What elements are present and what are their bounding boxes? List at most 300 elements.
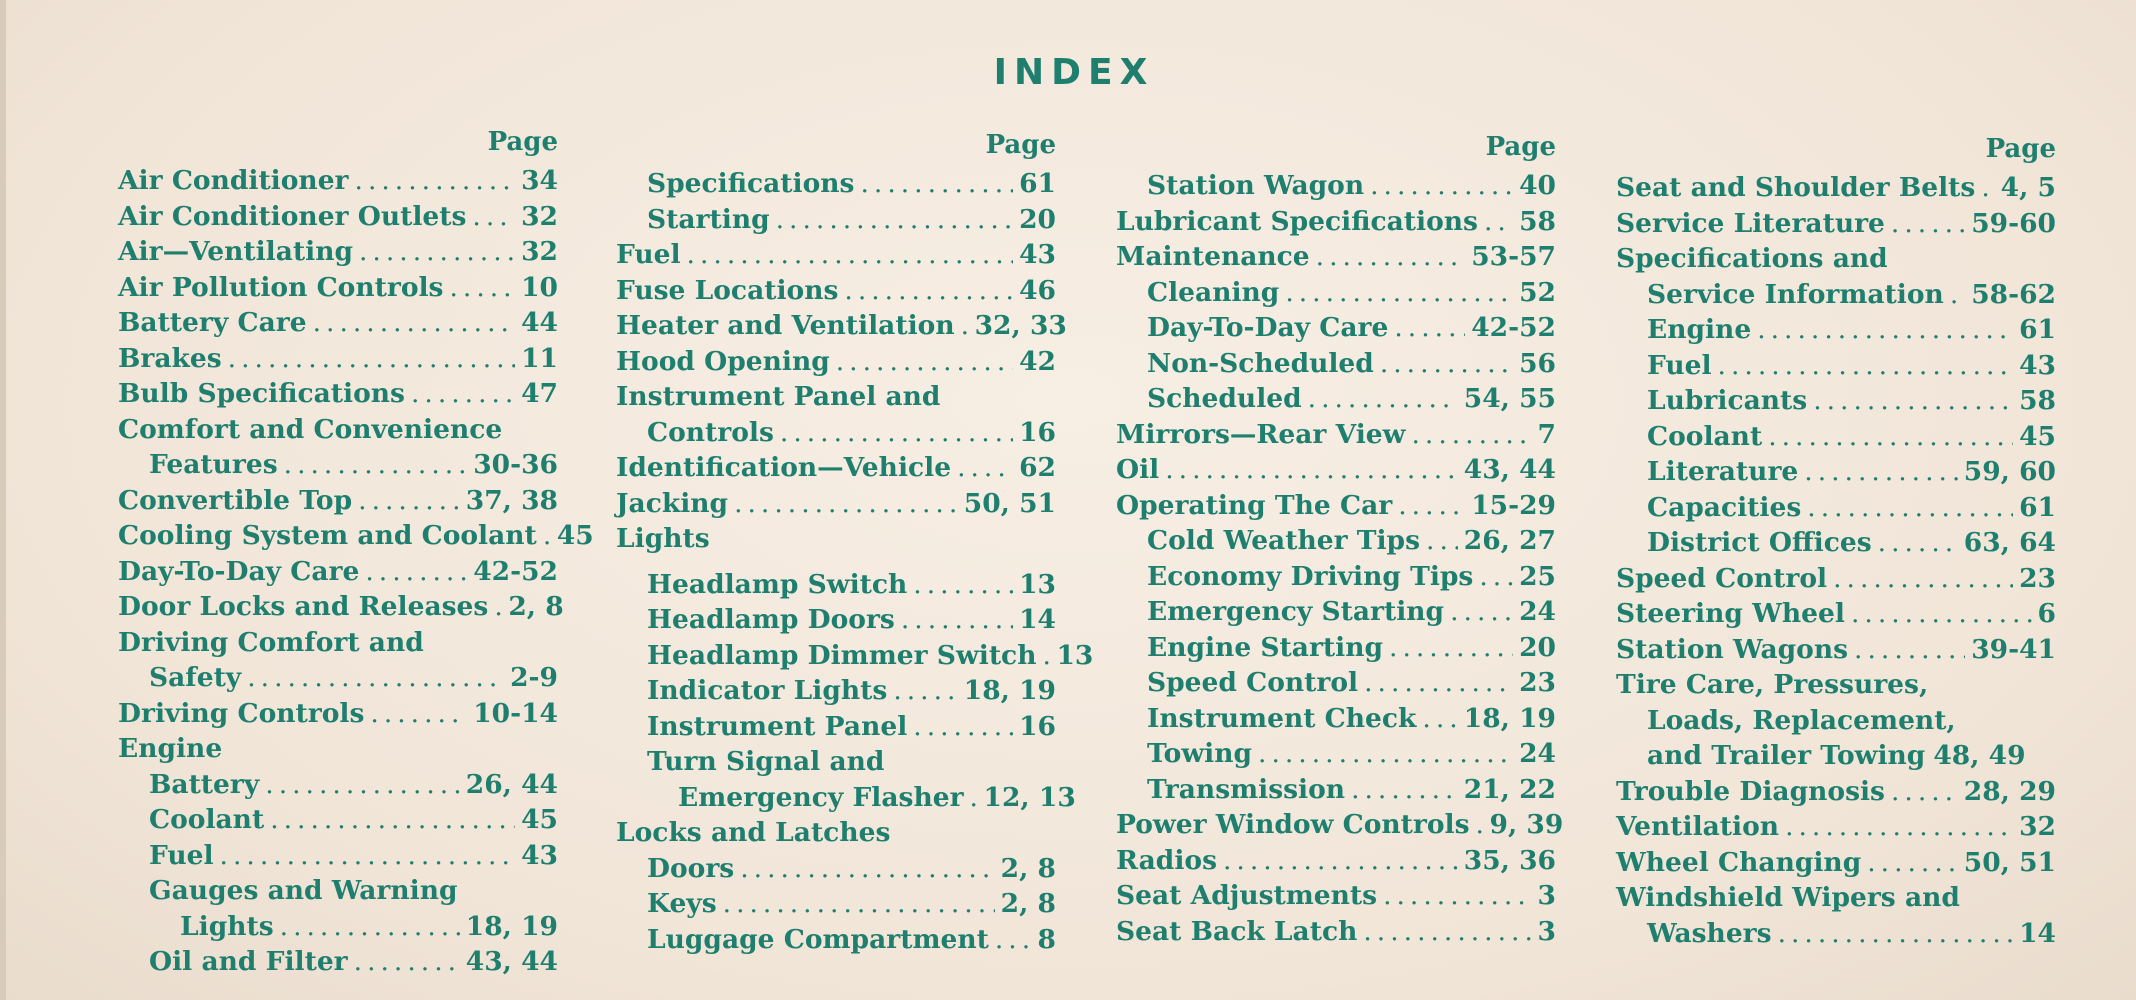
index-entry [1116,452,1556,488]
column-header: Page [487,127,558,157]
index-entry [1616,845,2056,881]
entry-page: 2, 8 [1000,852,1056,884]
entry-page: 21, 22 [1463,773,1556,805]
entry-label: Fuse Locations [616,274,839,306]
dot-leader [734,486,958,522]
entry-page: 10-14 [473,697,558,729]
entry-label: Turn Signal and [647,746,885,777]
entry-page: 48, 49 [1933,740,2026,771]
dot-leader [860,166,1013,202]
entry-page: 43 [521,839,558,871]
dot-leader [836,344,1013,380]
dot-leader [1833,561,2013,597]
entry-label: Battery Care [118,307,307,338]
index-entry [1616,454,2056,490]
index-entry [118,270,558,306]
index-column-1 [118,125,594,980]
entry-label: Air Pollution Controls [118,271,444,303]
entry-label: Oil [1116,454,1160,485]
entry-page: 26, 27 [1463,525,1556,556]
index-entry [616,815,1056,851]
entry-label: Speed Control [1147,667,1359,698]
entry-page: 44 [521,307,558,338]
entry-label: Safety [149,662,242,693]
index-entry [616,379,1056,415]
entry-label: Service Literature [1616,207,1885,239]
dot-leader [1380,346,1513,382]
dot-leader [1450,594,1513,630]
index-entry [616,673,1056,709]
index-entry [616,273,1056,309]
index-entry [1616,241,2056,277]
index-entry [1616,596,2056,632]
entry-label: Luggage Compartment [647,923,989,955]
index-entry [1116,559,1556,595]
dot-leader [1223,843,1458,879]
entry-page: 43 [1019,239,1056,270]
dot-leader [1316,239,1466,275]
dot-leader [1476,807,1484,843]
index-entry [118,625,558,661]
entry-label: Windshield Wipers and [1616,882,1960,913]
entry-label: Steering Wheel [1616,598,1845,629]
entry-page: 54, 55 [1463,383,1556,414]
entry-page: 20 [1519,631,1556,663]
entry-page: 40 [1519,170,1556,201]
index-column-4 [1616,132,2056,951]
entry-label: Non-Scheduled [1147,347,1374,379]
entry-label: Jacking [616,487,729,519]
dot-leader [901,602,1013,638]
entry-label: Ventilation [1616,811,1780,842]
index-entry [118,554,558,590]
entry-label: Specifications [647,168,855,199]
index-entry [1116,239,1556,275]
dot-leader [1165,452,1458,488]
entry-label: Locks and Latches [616,817,891,848]
index-entry [1116,168,1556,204]
entry-page: 58 [2019,385,2056,416]
entry-label: Indicator Lights [647,675,888,706]
entry-label: Station Wagon [1147,170,1365,201]
entry-label: Headlamp Doors [647,604,895,635]
index-entry [1116,772,1556,808]
dot-leader [1807,490,2013,526]
entry-page: 14 [2019,917,2056,949]
entry-label: Day-To-Day Care [1147,312,1389,343]
entry-page: 2, 8 [508,591,564,622]
dot-leader [1370,168,1513,204]
index-entry [1616,419,2056,455]
dot-leader [1351,772,1458,808]
entry-page: 42 [1019,345,1056,377]
index-entry [616,886,1056,922]
entry-page: 61 [1019,168,1056,199]
entry-page: 45 [556,520,594,551]
index-entry [1616,561,2056,597]
entry-page: 45 [521,804,558,835]
index-entry [1116,488,1556,524]
dot-leader [1768,419,2013,455]
index-entry [1116,736,1556,772]
page-title: INDEX [993,52,1155,93]
entry-page: 2-9 [510,662,558,693]
index-entry [616,450,1056,486]
index-entry [1116,275,1556,311]
entry-label: Coolant [149,804,265,835]
index-entry [118,412,558,448]
entry-label: Engine [118,733,223,764]
dot-leader [354,944,460,980]
index-entry [1616,632,2056,668]
entry-label: Wheel Changing [1616,846,1862,878]
entry-label: Literature [1647,456,1799,487]
entry-label: Door Locks and Releases [118,591,489,622]
entry-label: Instrument Panel and [616,381,941,412]
index-entry [118,483,558,519]
index-column-3 [1116,130,1564,949]
entry-label: Lights [180,910,274,942]
entry-page: 15-29 [1471,489,1556,521]
index-entry [616,415,1056,451]
entry-page: 24 [1519,596,1556,627]
entry-label: Heater and Ventilation [616,310,955,341]
entry-page: 32 [521,200,558,232]
dot-leader [1891,206,1965,242]
dot-leader [1484,204,1513,240]
dot-leader [247,660,504,696]
entry-list [1116,168,1564,949]
dot-leader [1778,916,2014,952]
entry-page: 42-52 [473,555,558,587]
entry-page: 2, 8 [1000,888,1056,919]
dot-leader [543,518,551,554]
entry-label: Service Information [1647,278,1944,310]
index-entry [1616,206,2056,242]
dot-leader [776,202,1013,238]
dot-leader [220,838,516,874]
dot-leader [893,673,957,709]
index-entry [1116,204,1556,240]
entry-label: Capacities [1647,491,1802,523]
entry-label: Tire Care, Pressures, [1616,669,1929,700]
dot-leader [1042,638,1050,674]
entry-label: Starting [647,203,770,235]
entry-label: Transmission [1147,773,1346,805]
entry-page: 42-52 [1471,312,1556,343]
entry-label: Identification—Vehicle [616,452,952,483]
dot-leader [995,922,1032,958]
index-entry [118,838,558,874]
entry-page: 43, 44 [465,946,558,977]
index-entry [1616,809,2056,845]
entry-page: 20 [1019,203,1056,235]
entry-page: 6 [2037,598,2056,629]
dot-leader [1308,381,1458,417]
entry-label: Specifications and [1616,243,1888,274]
entry-page: 37, 38 [465,484,558,516]
index-entry [616,638,1094,674]
dot-leader [280,909,460,945]
dot-leader [687,237,1014,273]
entry-page: 18, 19 [465,910,558,942]
entry-label: Operating The Car [1116,489,1393,521]
dot-leader [1364,665,1513,701]
entry-label: Battery [149,768,260,800]
dot-leader [355,163,516,199]
entry-label: Power Window Controls [1116,809,1470,840]
entry-page: 14 [1019,604,1056,635]
entry-label: Mirrors—Rear View [1116,418,1406,450]
index-entry [1116,843,1556,879]
index-entry [1616,667,2056,703]
index-entry [118,199,558,235]
entry-label: Lights [616,523,710,554]
entry-page: 63, 64 [1963,527,2056,558]
dot-leader [913,709,1013,745]
entry-page: 3 [1537,915,1556,947]
entry-page: 50, 51 [963,487,1056,519]
entry-label: Keys [647,888,717,919]
dot-leader [1757,312,2013,348]
entry-page: 59-60 [1971,207,2056,239]
index-entry [118,447,558,483]
index-entry [1116,807,1564,843]
dot-leader [740,851,994,887]
index-entry [118,873,558,909]
entry-page: 18, 19 [963,675,1056,706]
entry-page: 3 [1537,880,1556,911]
entry-label: Air—Ventilating [118,236,353,267]
index-entry [118,802,558,838]
index-entry [1116,594,1556,630]
column-header: Page [1985,134,2056,164]
entry-page: 10 [521,271,558,303]
index-entry [616,344,1056,380]
index-entry [616,567,1056,603]
entry-label: Emergency Starting [1147,596,1445,627]
index-entry [118,234,558,270]
entry-page: 11 [521,342,558,374]
entry-page: 61 [2019,491,2056,523]
entry-label: Oil and Filter [149,946,348,977]
index-entry [1616,383,2056,419]
entry-page: 30-36 [473,449,558,480]
entry-page: 28, 29 [1963,775,2056,807]
entry-page: 47 [521,378,558,409]
dot-leader [1411,417,1531,453]
dot-leader [1258,736,1513,772]
entry-label: Headlamp Dimmer Switch [647,639,1037,671]
entry-label: Engine [1647,314,1752,345]
index-entry [118,767,558,803]
entry-page: 61 [2019,314,2056,345]
entry-label: Comfort and Convenience [118,413,503,445]
dot-leader [284,447,468,483]
index-entry [118,660,558,696]
entry-label: Seat and Shoulder Belts [1616,172,1976,203]
dot-leader [970,780,978,816]
dot-leader [1878,525,1958,561]
entry-label: Day-To-Day Care [118,555,360,587]
entry-page: 52 [1519,276,1556,308]
entry-page: 4, 5 [2000,172,2056,203]
entry-page: 32 [2019,811,2056,842]
dot-leader [411,376,515,412]
dot-leader [1363,914,1531,950]
entry-page: 13 [1056,639,1094,671]
entry-label: Station Wagons [1616,633,1849,665]
entry-list [118,163,594,980]
entry-label: Maintenance [1116,241,1310,272]
entry-page: 34 [521,165,558,196]
entry-page: 23 [1519,667,1556,698]
entry-label: Doors [647,852,735,884]
entry-label: Air Conditioner Outlets [118,200,467,232]
index-entry [1116,878,1556,914]
entry-page: 18, 19 [1463,702,1556,734]
index-entry [616,237,1056,273]
index-entry [118,944,558,980]
dot-leader [1285,275,1513,311]
dot-leader [1426,523,1458,559]
index-entry [1116,346,1556,382]
entry-page: 25 [1519,560,1556,592]
dot-leader [1422,701,1457,737]
index-entry [1116,630,1556,666]
index-entry [118,731,558,767]
dot-leader [1804,454,1958,490]
index-entry [118,376,558,412]
index-entry [118,163,558,199]
entry-page: 53-57 [1471,241,1556,272]
entry-page: 45 [2019,420,2056,452]
index-entry [616,922,1056,958]
entry-spacer [616,557,1056,567]
index-entry [1116,701,1556,737]
index-entry [1116,914,1556,950]
dot-leader [1394,310,1465,346]
entry-label: Cleaning [1147,276,1280,308]
entry-page: 35, 36 [1463,844,1556,876]
index-entry [1616,525,2056,561]
index-entry [1616,703,2056,739]
dot-leader [228,341,515,377]
entry-page: 9, 39 [1489,809,1564,840]
dot-leader [780,415,1013,451]
entry-label: Coolant [1647,420,1763,452]
entry-label: Economy Driving Tips [1147,560,1474,592]
dot-leader [844,273,1013,309]
entry-page: 12, 13 [983,781,1076,813]
index-entry [118,305,558,341]
index-entry [1116,310,1556,346]
index-entry [616,709,1056,745]
dot-leader [1981,170,1994,206]
index-entry [616,166,1056,202]
entry-page: 39-41 [1971,633,2056,665]
entry-label: Lubricant Specifications [1116,205,1478,237]
entry-label: Lubricants [1647,385,1808,416]
dot-leader [265,767,460,803]
index-entry [1616,774,2056,810]
entry-page: 23 [2019,562,2056,594]
index-entry [1616,312,2056,348]
dot-leader [1854,632,1965,668]
index-entry [1616,277,2056,313]
dot-leader [270,802,515,838]
index-entry [1616,880,2056,916]
entry-page: 24 [1519,738,1556,769]
entry-page: 7 [1537,418,1556,450]
index-entry [616,486,1056,522]
entry-page: 43, 44 [1463,454,1556,485]
entry-label: Cold Weather Tips [1147,525,1421,556]
dot-leader [957,450,1013,486]
entry-label: Radios [1116,844,1217,876]
dot-leader [1398,488,1465,524]
entry-label: Convertible Top [118,484,353,516]
entry-page: 58-62 [1971,278,2056,310]
dot-leader [961,308,969,344]
index-entry [616,602,1056,638]
entry-label: Air Conditioner [118,165,349,196]
index-entry [1116,417,1556,453]
dot-leader [1950,277,1965,313]
entry-label: Fuel [1647,349,1712,381]
entry-list [616,166,1094,957]
entry-label: Hood Opening [616,345,830,377]
entry-label: Controls [647,416,774,448]
dot-leader [1851,596,2032,632]
entry-page: 59, 60 [1963,456,2056,487]
dot-leader [1383,878,1531,914]
dot-leader [1891,774,1958,810]
entry-label: Fuel [149,839,214,871]
entry-page: 58 [1519,205,1556,237]
index-entry [616,851,1056,887]
index-entry [1616,348,2056,384]
entry-label: Towing [1147,738,1253,769]
index-entry [118,589,564,625]
index-entry [118,909,558,945]
index-entry [1616,170,2056,206]
index-entry [616,202,1056,238]
dot-leader [370,696,467,732]
index-entry [616,308,1067,344]
dot-leader [723,886,995,922]
entry-page: 62 [1019,452,1056,483]
entry-label: and Trailer Towing [1647,740,1926,771]
entry-label: Scheduled [1147,383,1302,414]
entry-label: Brakes [118,342,222,374]
dot-leader [359,234,515,270]
entry-page: 56 [1519,347,1556,379]
entry-page: 8 [1037,923,1056,955]
index-entry [616,744,1056,780]
index-entry [1616,490,2056,526]
dot-leader [358,483,460,519]
index-column-2 [616,128,1094,957]
entry-page: 26, 44 [465,768,558,800]
index-entry [616,521,1056,557]
entry-label: Fuel [616,239,681,270]
entry-page: 16 [1019,710,1056,742]
entry-label: Bulb Specifications [118,378,405,409]
index-entry [616,780,1076,816]
column-header: Page [1485,132,1556,162]
entry-label: Engine Starting [1147,631,1384,663]
